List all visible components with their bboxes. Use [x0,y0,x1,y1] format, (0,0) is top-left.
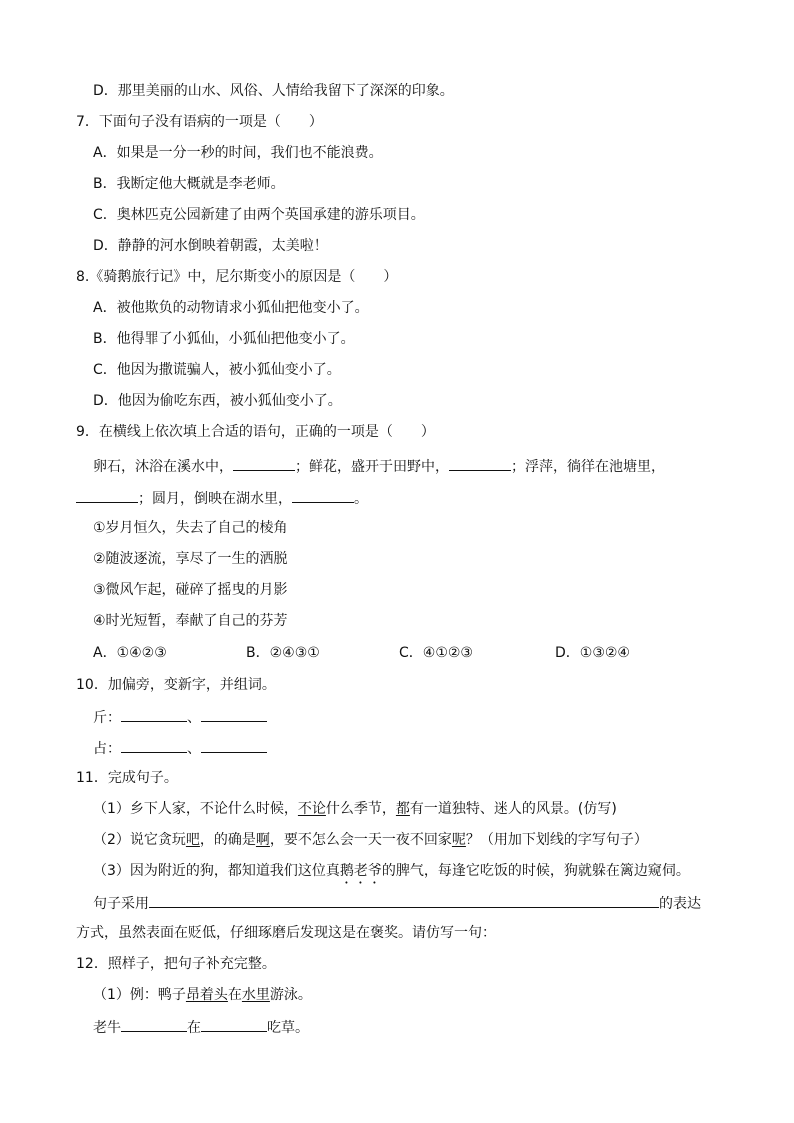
q8-option-b: B．他得罪了小狐仙，小狐仙把他变小了。 [93,331,355,347]
q11-sentence-3 [93,861,690,887]
q11-sentence-5: 方式，虽然表面在贬低，仔细琢磨后发现这是在褒奖。请仿写一句： [76,925,496,941]
q10-separator: 、 [187,741,201,757]
q9-text: 卵石，沐浴在溪水中， [93,459,233,475]
q12-example [93,985,312,1005]
q7-option-a: A．如果是一分一秒的时间，我们也不能浪费。 [93,145,383,161]
q11-text: ？（用加下划线的字写句子） [465,832,648,848]
q10-separator: 、 [187,710,201,726]
q7-stem: 7．下面句子没有语病的一项是（ ） [76,114,323,130]
q11-underlined-word: 啊 [255,832,270,848]
q10-row-2 [93,737,267,759]
q11-text: 什么季节， [325,801,396,817]
q8-option-c: C．他因为撒谎骗人，被小狐仙变小了。 [93,362,341,378]
q9-passage-line-2 [76,487,368,509]
q11-underlined-word: 呢 [451,832,466,848]
q9-text: ；圆月，倒映在湖水里， [138,491,292,507]
q9-options [93,643,630,663]
q10-blank-2[interactable] [201,706,267,722]
q12-blank-1[interactable] [121,1016,187,1032]
q9-blank-3[interactable] [76,487,138,503]
q10-blank-1[interactable] [121,706,187,722]
q9-item-4: ④时光短暂，奉献了自己的芬芳 [93,613,288,629]
q11-text: （2）说它贪玩 [93,832,186,848]
q9-option-c: C．④①②③ [399,645,473,661]
q8-option-a: A．被他欺负的动物请求小狐仙把他变小了。 [93,300,369,316]
q11-stem: 11．完成句子。 [76,770,178,786]
q9-blank-2[interactable] [449,455,511,471]
q9-text: 。 [354,491,368,507]
q12-underlined-word: 水里 [241,987,270,1003]
q11-text: 句子采用 [93,896,149,912]
q9-item-1: ①岁月恒久，失去了自己的棱角 [93,520,288,536]
q9-blank-4[interactable] [292,487,354,503]
q11-underlined-word: 都 [395,801,410,817]
q9-text: ；浮萍，徜徉在池塘里， [511,459,665,475]
q11-sentence-2 [93,830,648,850]
q8-stem: 8.《骑鹅旅行记》中，尼尔斯变小的原因是（ ） [76,269,398,285]
q9-item-3: ③微风乍起，碰碎了摇曳的月影 [93,582,288,598]
q11-underlined-word: 吧 [185,832,200,848]
q11-sentence-4 [93,892,701,914]
q10-row-1 [93,706,267,728]
q12-stem: 12．照样子，把句子补充完整。 [76,956,276,972]
q11-long-blank[interactable] [149,892,659,908]
q6-option-d: D．那里美丽的山水、风俗、人情给我留下了深深的印象。 [93,83,454,99]
q12-underlined-word: 昂着头 [185,987,228,1003]
q12-text: 在 [227,987,242,1003]
q9-option-b: B．②④③① [246,645,320,661]
q11-sentence-1 [93,799,617,819]
q10-blank-4[interactable] [201,737,267,753]
q11-text: 有一道独特、迷人的风景。(仿写) [409,801,617,817]
q12-text: 吃草。 [267,1020,309,1036]
q12-text: （1）例：鸭子 [93,987,186,1003]
q11-text: （3）因为附近的狗，都知道我们这位 [93,863,326,879]
q12-text: 老牛 [93,1020,121,1036]
q7-option-d: D．静静的河水倒映着朝霞，太美啦！ [93,238,328,254]
q10-stem: 10．加偏旁，变新字，并组词。 [76,677,276,693]
q9-item-2: ②随波逐流，享尽了一生的洒脱 [93,551,288,567]
q11-text: 的脾气，每逢它吃饭的时候，狗就躲在篱边窥伺。 [381,863,690,879]
q7-option-c: C．奥林匹克公园新建了由两个英国承建的游乐项目。 [93,207,425,223]
q10-radical-label: 占： [93,741,121,757]
q9-stem: 9．在横线上依次填上合适的语句，正确的一项是（ ） [76,424,435,440]
q8-option-d: D．他因为偷吃东西，被小狐仙变小了。 [93,393,342,409]
q11-text: ，要不怎么会一天一夜不回家 [269,832,452,848]
q12-text: 游泳。 [269,987,312,1003]
q11-text: ，的确是 [199,832,256,848]
q9-option-d: D．①③②④ [555,645,630,661]
q11-text: （1）乡下人家，不论什么时候， [93,801,298,817]
q9-passage-line-1 [93,455,665,477]
q11-text: 的表达 [659,896,701,912]
q11-emphasized-word: 鹅老爷 [339,863,382,879]
q12-blank-2[interactable] [201,1016,267,1032]
q11-text: 真 [325,863,340,879]
q7-option-b: B．我断定他大概就是李老师。 [93,176,285,192]
q12-text: 在 [187,1020,201,1036]
q10-blank-3[interactable] [121,737,187,753]
q11-underlined-word: 不论 [297,801,326,817]
q9-blank-1[interactable] [233,455,295,471]
q9-text: ；鲜花，盛开于田野中， [295,459,449,475]
q10-radical-label: 斤： [93,710,121,726]
q12-fill-line [93,1016,309,1038]
q9-option-a: A．①④②③ [93,645,167,661]
